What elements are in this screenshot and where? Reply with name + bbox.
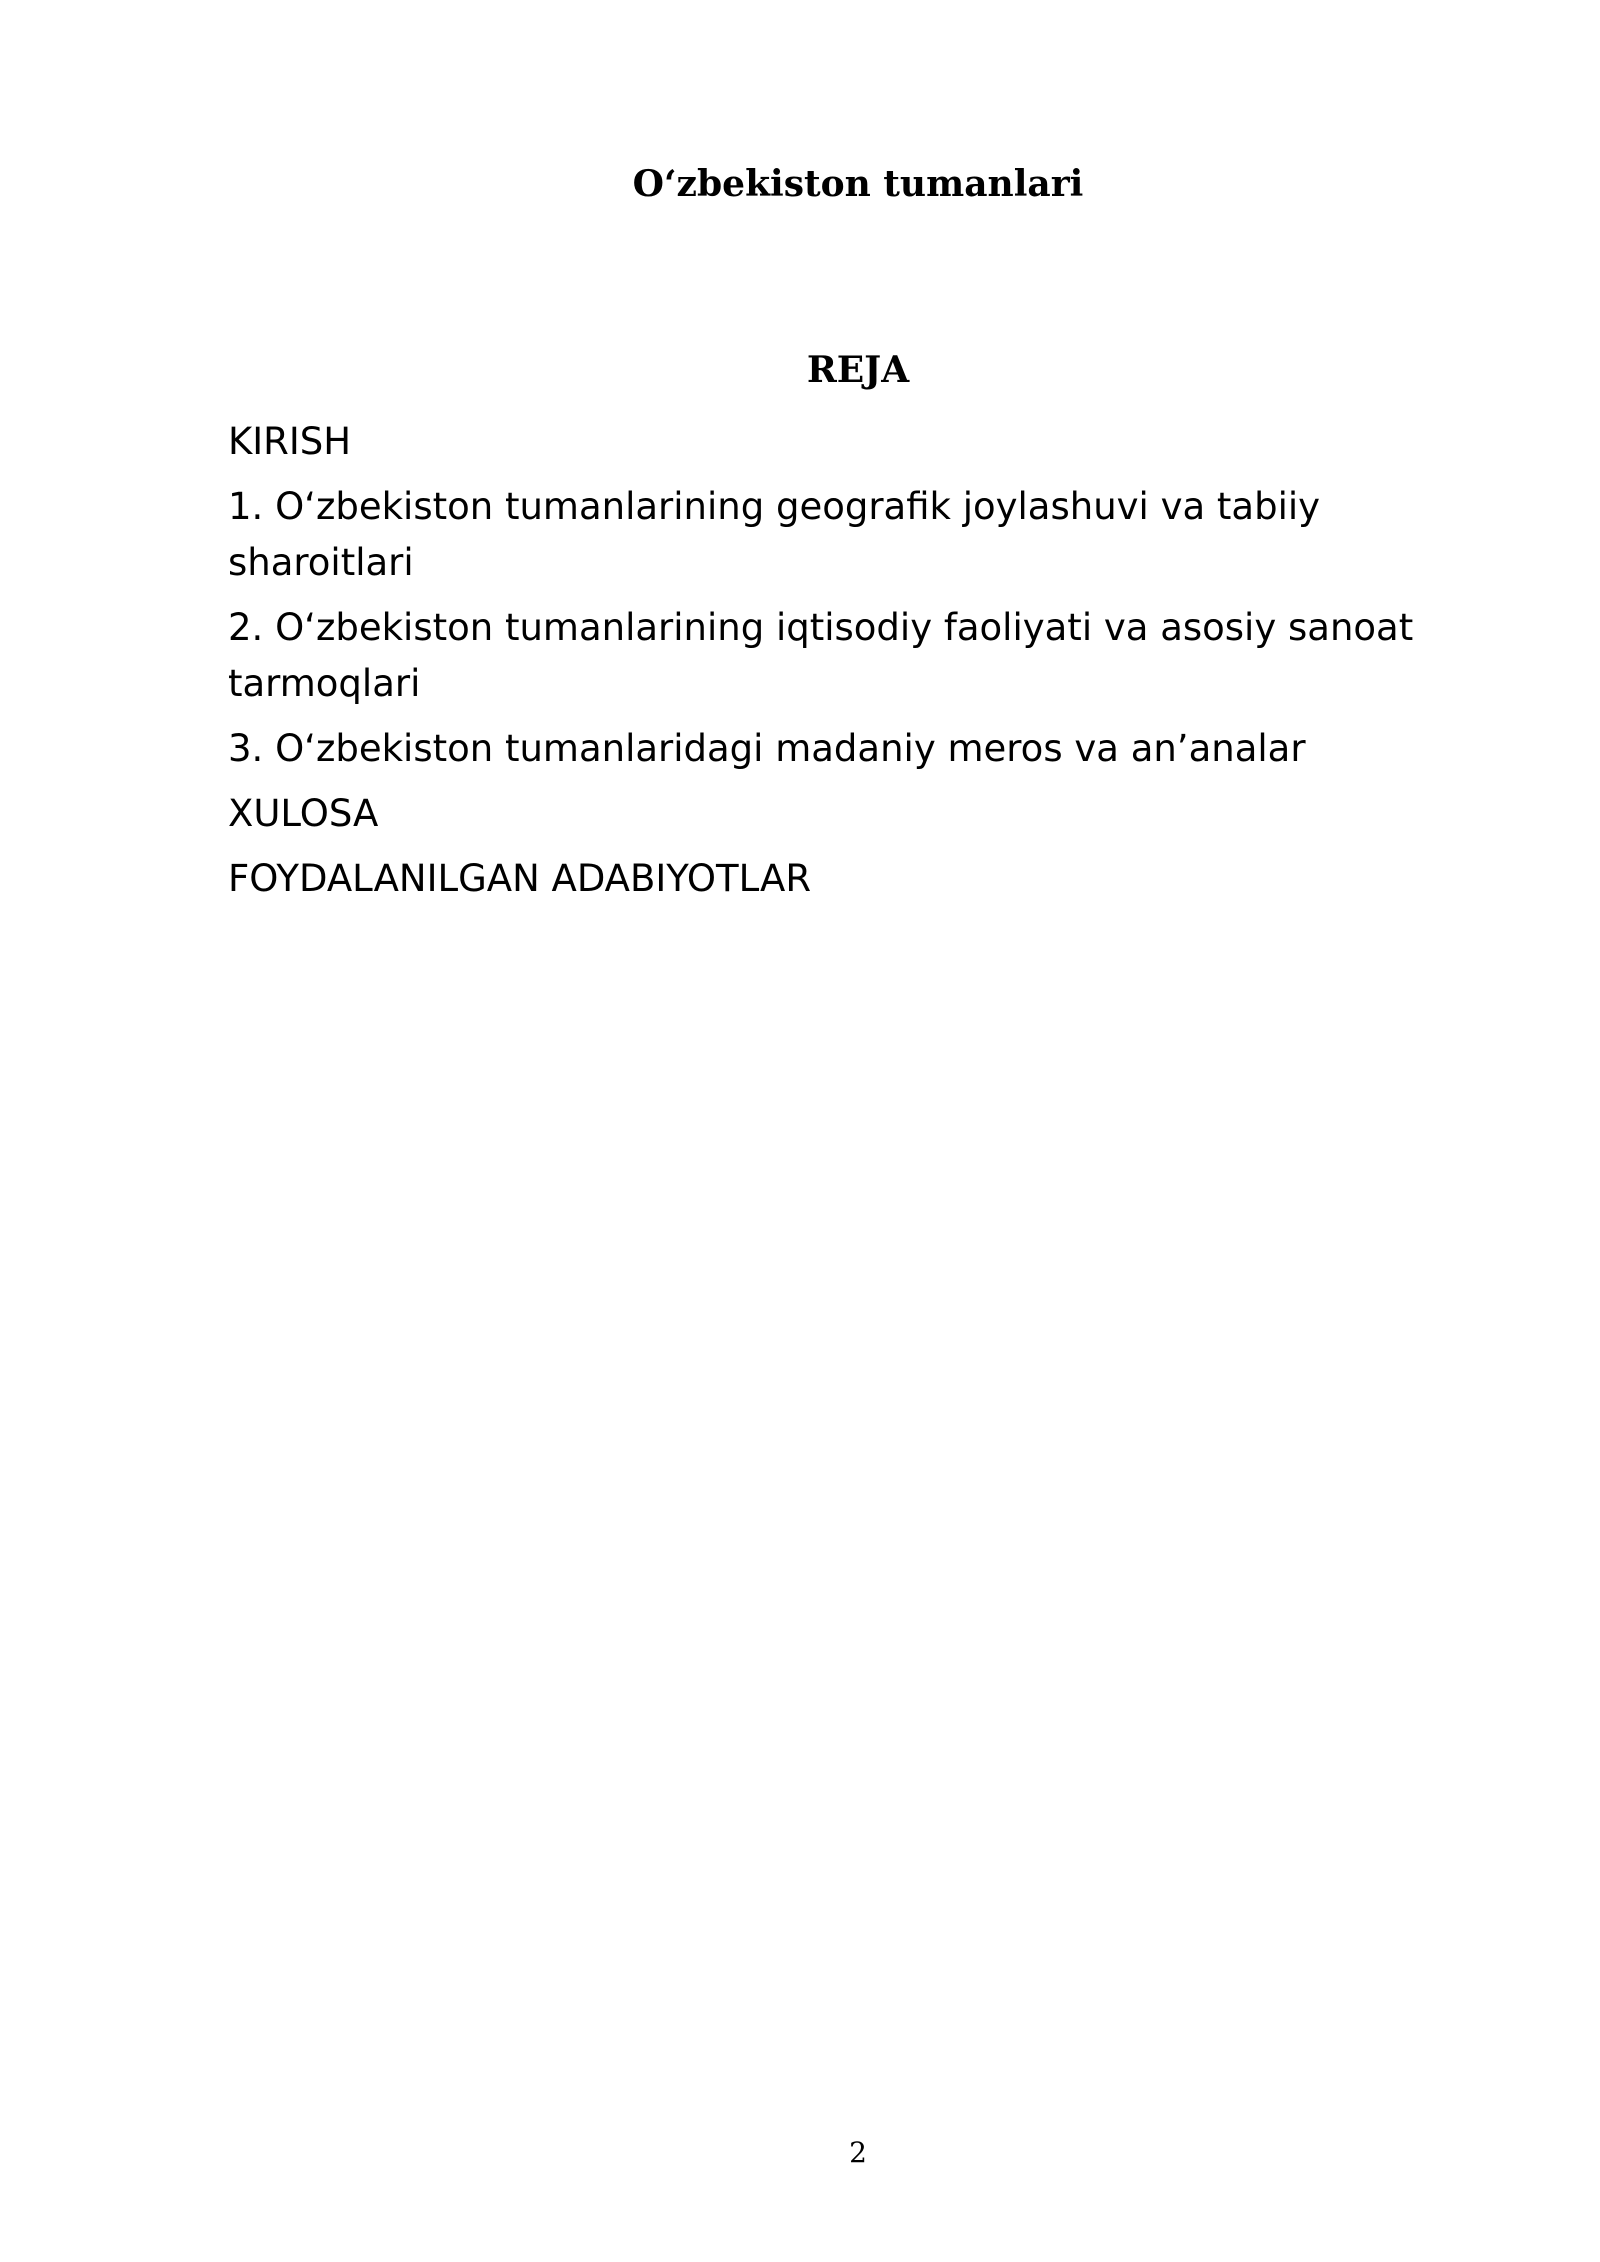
page-number: 2 [849, 2136, 867, 2169]
plan-item-chapter-2: 2. Oʻzbekiston tumanlarining iqtisodiy faoliyati va asosiy sanoat tarmoqlari [228, 606, 1414, 705]
plan-item-references: FOYDALANILGAN ADABIYOTLAR [228, 857, 812, 900]
plan-item-conclusion: XULOSA [228, 792, 379, 835]
plan-list [228, 414, 1478, 916]
plan-item-chapter-3: 3. Oʻzbekiston tumanlaridagi madaniy meros va an’analar [228, 727, 1306, 770]
document-title: Oʻzbekiston tumanlari [632, 163, 1084, 205]
plan-item-introduction: KIRISH [228, 420, 352, 463]
plan-item-chapter-1: 1. Oʻzbekiston tumanlarining geografik joylashuvi va tabiiy sharoitlari [228, 485, 1321, 584]
plan-heading: REJA [806, 349, 910, 391]
